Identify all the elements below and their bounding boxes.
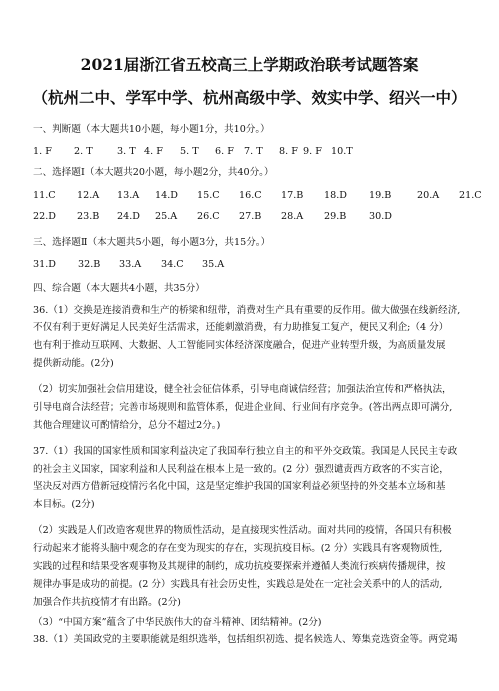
body-text-line: （2）切实加强社会信用建设，健全社会征信体系，引导电商诚信经营；加强法治宣传和严格执法， [33,384,452,395]
answer-item: 29.B [324,211,347,222]
answer-item: 17.B [281,190,304,201]
answer-item: 11.C [33,190,56,201]
answer-item: 24.D [117,211,140,222]
body-text-line: 也有利于推动互联网、大数据、人工智能同实体经济深度融合，促进产业转型升级，为高质量发展 [33,340,446,351]
answer-item: 4. F [144,146,163,157]
section-4-heading: 四、综合题（本大题共4小题，共35分） [33,283,205,294]
section-2-heading: 二、选择题Ⅰ（本大题共20小题，每小题2分，共40分。） [33,167,274,178]
body-text-line: 36.（1）交换是连接消费和生产的桥梁和纽带，消费对生产具有重要的反作用。做大做强在线新经济, [33,305,461,316]
answer-item: 19.B [369,190,392,201]
answer-item: 22.D [33,211,56,222]
answer-item: 9. F [303,146,322,157]
body-text-line: 加强合作共抗疫情才有出路。(2分) [33,597,181,608]
answer-item: 25.A [155,211,178,222]
body-text-line: 实践的过程和结果受客观事物及其规律的制约，成功抗疫要探索并遵循人类流行疾病传播规律，按 [33,561,446,572]
answer-item: 27.B [239,211,262,222]
answer-item: 16.C [239,190,262,201]
answer-item: 35.A [202,259,225,270]
body-text-line: 坚决反对西方借新冠疫情污名化中国，这是坚定维护我国的国家利益必须坚持的外交基本立场和基 [33,481,446,492]
answer-item: 20.A [417,190,440,201]
answer-item: 2. T [74,146,93,157]
answer-item: 30.D [369,211,392,222]
body-text-line: 本目标。(2分) [33,499,95,510]
answer-item: 14.D [155,190,178,201]
answer-item: 26.C [197,211,220,222]
answer-item: 5. T [180,146,199,157]
answer-item: 1. F [33,146,52,157]
answer-item: 6. F [215,146,234,157]
answer-item: 31.D [33,259,56,270]
answer-item: 28.A [281,211,304,222]
body-text-line: 其他合理建议可酌情给分，总分不超过2分。) [33,420,221,431]
body-text-line: 的社会主义国家，国家利益和人民利益在根本上是一致的。(2 分）强烈谴责西方政客的不实言论， [33,464,449,475]
body-text-line: 引导电商合法经营；完善市场规则和监管体系，促进企业间、行业间有序竞争。(答出两点即可满分, [33,402,453,413]
body-text-line: （3）“中国方案”蕴含了中华民族伟大的奋斗精神、团结精神。(2分) [33,617,322,628]
answer-item: 33.A [119,259,142,270]
document-title: 2021届浙江省五校高三上学期政治联考试题答案 [80,55,419,74]
answer-item: 7. T [244,146,263,157]
body-text-line: 提供新动能。(2分) [33,358,114,369]
answer-item: 18.D [324,190,347,201]
answer-item: 32.B [78,259,101,270]
document-subtitle: （杭州二中、学军中学、杭州高级中学、效实中学、绍兴一中） [32,88,467,107]
answer-item: 8. F [279,146,298,157]
section-1-heading: 一、判断题（本大题共10小题，每小题1分，共10分。） [33,124,270,135]
body-text-line: （2）实践是人们改造客观世界的物质性活动，是直接现实性活动。面对共同的疫情，各国只有积极 [33,525,452,536]
body-text-line: 规律办事是成功的前提。(2 分）实践具有社会历史性，实践总是处在一定社会关系中的人的活动, [33,579,443,590]
answer-item: 15.C [197,190,220,201]
section-3-heading: 三、选择题Ⅱ（本大题共5小题，每小题3分，共15分。） [33,237,271,248]
answer-item: 21.C [459,190,482,201]
answer-item: 13.A [117,190,140,201]
answer-item: 23.B [77,211,100,222]
body-text-line: 38.（1）美国政党的主要职能就是组织选举，包括组织初选、提名候选人、筹集竞选资金等。两党竭 [33,634,458,645]
answer-item: 12.A [77,190,100,201]
answer-item: 10.T [331,146,353,157]
body-text-line: 行动起来才能将头脑中观念的存在变为现实的存在，实现抗疫目标。(2 分）实践具有客观物质性, [33,543,443,554]
answer-item: 34.C [161,259,184,270]
body-text-line: 不仅有利于更好满足人民美好生活需求，还能刺激消费，有力助推复工复产，便民又利企;（4 分） [33,322,449,333]
body-text-line: 37.（1）我国的国家性质和国家利益决定了我国奉行独立自主的和平外交政策。我国是人民民主专政 [33,446,458,457]
answer-item: 3. T [117,146,136,157]
